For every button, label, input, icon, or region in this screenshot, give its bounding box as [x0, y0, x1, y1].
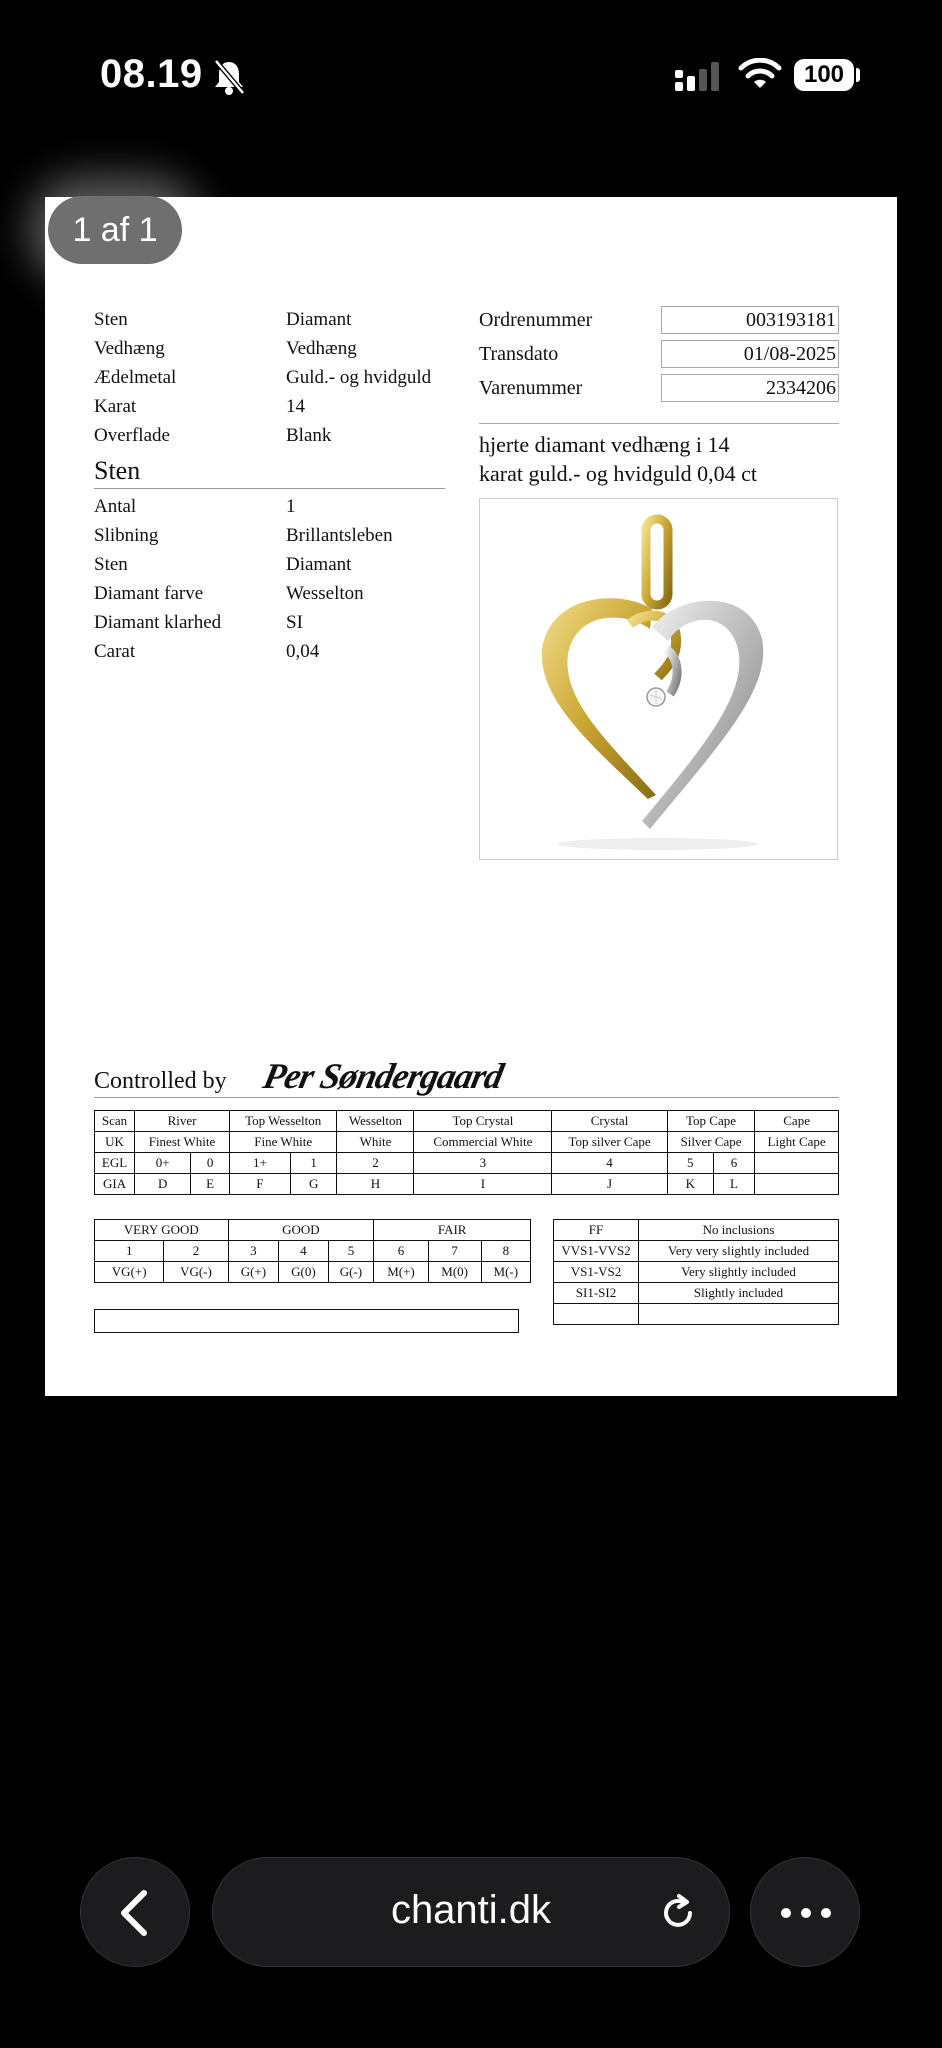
spec-row: Antal 1 — [94, 496, 296, 517]
controlled-by: Controlled by Per Søndergaard — [94, 1057, 839, 1098]
product-image — [479, 498, 838, 860]
reload-icon[interactable] — [657, 1892, 699, 1934]
battery-indicator: 100 — [794, 59, 854, 91]
spec-row: Carat 0,04 — [94, 641, 320, 662]
spec-row: Vedhæng Vedhæng — [94, 338, 357, 359]
status-time: 08.19 — [100, 52, 203, 96]
bell-muted-icon — [212, 58, 246, 96]
table-row: VS1-VS2 Very slightly included — [554, 1262, 839, 1283]
wifi-icon — [738, 58, 782, 92]
cut-grade-table — [94, 1219, 531, 1283]
table-row: VERY GOOD GOOD FAIR — [95, 1220, 531, 1241]
table-row: VVS1-VVS2 Very very slightly included — [554, 1241, 839, 1262]
spec-row: Karat 14 — [94, 396, 305, 417]
table-row: SI1-SI2 Slightly included — [554, 1283, 839, 1304]
more-icon — [751, 1858, 861, 1968]
table-row: UK Finest White Fine White White Commercial White Top silver Cape Silver Cape Light Cape — [95, 1132, 839, 1153]
table-row: FF No inclusions — [554, 1220, 839, 1241]
url-text: chanti.dk — [390, 1888, 552, 1932]
product-title: hjerte diamant vedhæng i 14 karat guld.- og hvidguld 0,04 ct — [479, 432, 758, 486]
divider — [479, 423, 839, 424]
more-button[interactable] — [750, 1857, 860, 1967]
notes-box — [94, 1309, 519, 1333]
table-row: EGL 0+ 0 1+ 1 2 3 4 5 6 — [95, 1153, 839, 1174]
document-page — [45, 197, 897, 1396]
table-row: GIA D E F G H I J K L — [95, 1174, 839, 1195]
back-button[interactable] — [80, 1857, 190, 1967]
spec-row: Sten Diamant — [94, 309, 352, 330]
page-indicator: 1 af 1 — [48, 196, 182, 264]
spec-row: Overflade Blank — [94, 425, 332, 446]
product-spec-list — [94, 305, 431, 450]
order-info — [479, 305, 839, 407]
spec-row: Diamant farve Wesselton — [94, 583, 364, 604]
stone-spec-list — [94, 492, 393, 666]
spec-row: Sten Diamant — [94, 554, 352, 575]
stone-section-heading: Sten — [94, 456, 445, 489]
address-bar[interactable] — [212, 1857, 730, 1967]
spec-row: Ædelmetal Guld.- og hvidguld — [94, 367, 432, 388]
heart-pendant-icon — [480, 499, 837, 859]
spec-row: Slibning Brillantsleben — [94, 525, 393, 546]
chevron-left-icon — [81, 1858, 191, 1968]
color-grade-table — [94, 1110, 839, 1195]
table-row: VG(+) VG(-) G(+) G(0) G(-) M(+) M(0) M(-) — [95, 1262, 531, 1283]
table-row — [554, 1304, 839, 1325]
clarity-table — [553, 1219, 839, 1325]
table-row: 1 2 3 4 5 6 7 8 — [95, 1241, 531, 1262]
battery-nub — [856, 68, 860, 82]
table-row: Scan River Top Wesselton Wesselton Top Crystal Crystal Top Cape Cape — [95, 1111, 839, 1132]
order-row: Ordrenummer 003193181 — [479, 305, 839, 335]
spec-row: Diamant klarhed SI — [94, 612, 303, 633]
order-row: Transdato 01/08-2025 — [479, 339, 839, 369]
cellular-signal-icon — [674, 62, 722, 92]
order-row: Varenummer 2334206 — [479, 373, 839, 403]
signature: Per Søndergaard — [259, 1056, 507, 1096]
